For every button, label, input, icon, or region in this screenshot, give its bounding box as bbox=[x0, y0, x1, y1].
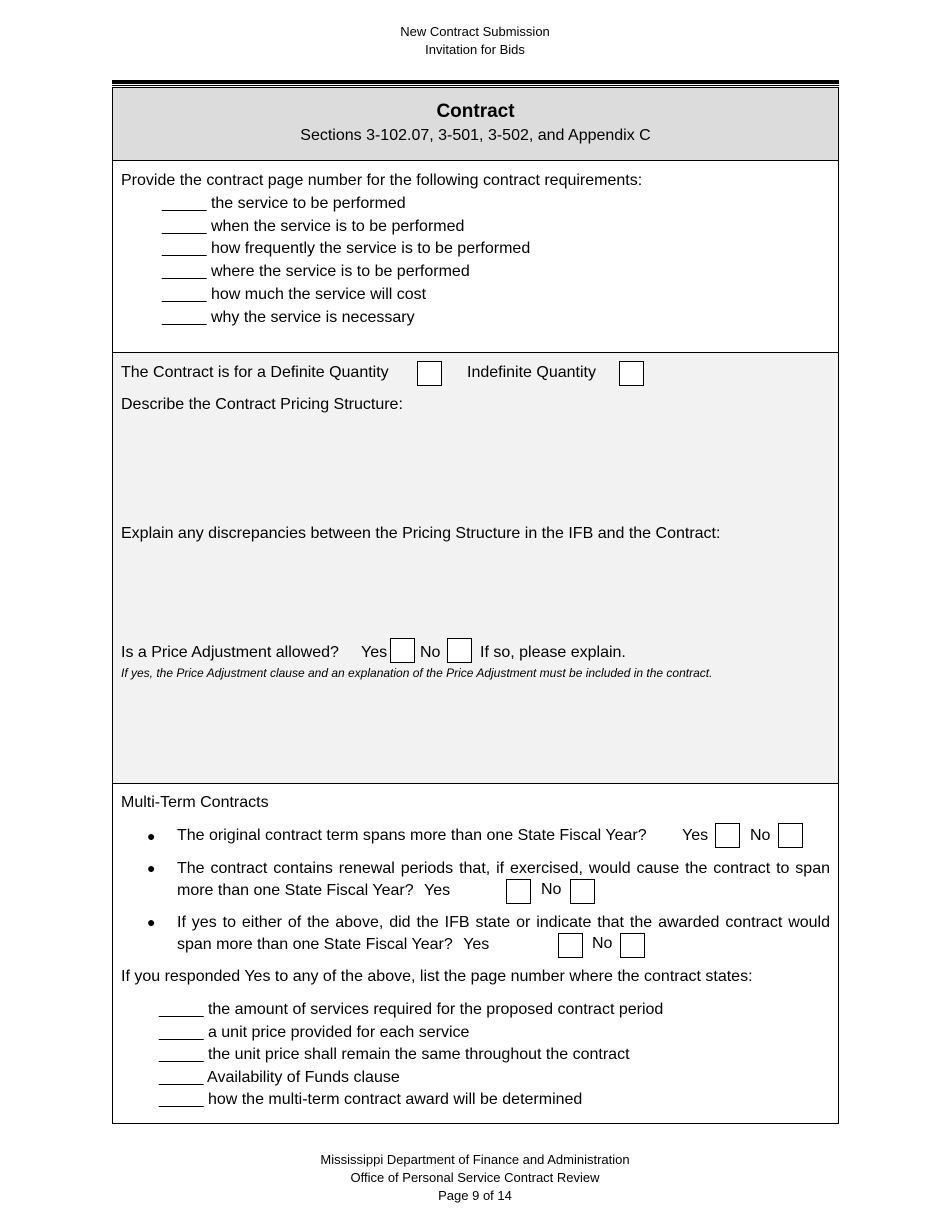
multi-term-list-intro: If you responded Yes to any of the above, list the page number where the contract states: bbox=[121, 968, 753, 985]
page-number: Page 9 of 14 bbox=[438, 1188, 512, 1203]
question-3-no-label: No bbox=[592, 935, 613, 952]
price-adjustment-explain-label: If so, please explain. bbox=[480, 644, 626, 661]
price-adjustment-note: If yes, the Price Adjustment clause and an explanation of the Price Adjustment must be included in the contract. bbox=[121, 666, 713, 680]
bullet-icon: ● bbox=[147, 828, 156, 844]
question-3-text: If yes to either of the above, did the IFB state or indicate that the awarded contract would span more than one State Fiscal Year? bbox=[177, 914, 830, 953]
definite-quantity-checkbox[interactable] bbox=[417, 361, 442, 386]
bullet-icon: ● bbox=[147, 860, 156, 876]
multi-term-section bbox=[113, 783, 838, 1123]
requirements-intro: Provide the contract page number for the following contract requirements: bbox=[121, 172, 643, 189]
contract-title-section bbox=[113, 88, 838, 160]
requirement-item: _____ when the service is to be performed bbox=[162, 217, 465, 235]
header-title: New Contract Submission bbox=[400, 24, 550, 39]
question-2-text: The contract contains renewal periods that, if exercised, would cause the contract to span more than one State Fiscal Year? bbox=[177, 860, 830, 899]
page-footer bbox=[0, 1151, 950, 1205]
price-adjustment-response-area[interactable] bbox=[121, 687, 830, 775]
header-subtitle: Invitation for Bids bbox=[425, 42, 525, 57]
question-3-yes-label: Yes bbox=[463, 936, 490, 953]
price-adjustment-no-checkbox[interactable] bbox=[447, 638, 472, 663]
question-1-yes-checkbox[interactable] bbox=[715, 823, 740, 848]
pricing-structure-response-area[interactable] bbox=[121, 419, 830, 519]
question-3-no-checkbox[interactable] bbox=[620, 933, 645, 958]
indefinite-quantity-checkbox[interactable] bbox=[619, 361, 644, 386]
contract-sections: Sections 3-102.07, 3-501, 3-502, and Appendix C bbox=[300, 127, 651, 144]
pricing-section bbox=[113, 352, 838, 783]
discrepancies-label: Explain any discrepancies between the Pricing Structure in the IFB and the Contract: bbox=[121, 525, 721, 542]
price-adjustment-yes-label: Yes bbox=[361, 644, 388, 661]
multi-term-heading: Multi-Term Contracts bbox=[121, 794, 269, 811]
price-adjustment-label: Is a Price Adjustment allowed? bbox=[121, 644, 339, 661]
discrepancies-response-area[interactable] bbox=[121, 549, 830, 633]
contract-title: Contract bbox=[436, 101, 515, 122]
price-adjustment-no-label: No bbox=[420, 644, 441, 661]
footer-department: Mississippi Department of Finance and Administration bbox=[320, 1152, 630, 1167]
list-item: _____ Availability of Funds clause bbox=[159, 1068, 400, 1086]
multi-term-list bbox=[159, 999, 663, 1112]
list-item: _____ the unit price shall remain the same throughout the contract bbox=[159, 1046, 630, 1064]
question-1-yes-label: Yes bbox=[682, 827, 709, 844]
header-rule-thin bbox=[112, 85, 839, 86]
requirement-item: _____ why the service is necessary bbox=[162, 308, 415, 326]
bullet-icon: ● bbox=[147, 914, 156, 930]
requirement-item: _____ how much the service will cost bbox=[162, 285, 427, 303]
multi-term-question-2 bbox=[177, 858, 830, 902]
pricing-structure-label: Describe the Contract Pricing Structure: bbox=[121, 396, 403, 413]
footer-office: Office of Personal Service Contract Review bbox=[350, 1170, 600, 1185]
question-2-yes-label: Yes bbox=[424, 882, 451, 899]
indefinite-quantity-label: Indefinite Quantity bbox=[467, 364, 596, 381]
requirement-item: _____ how frequently the service is to be performed bbox=[162, 240, 531, 258]
question-1-no-label: No bbox=[750, 827, 771, 844]
page-header bbox=[0, 23, 950, 59]
question-1-no-checkbox[interactable] bbox=[778, 823, 803, 848]
list-item: _____ a unit price provided for each service bbox=[159, 1023, 470, 1041]
list-item: _____ how the multi-term contract award will be determined bbox=[159, 1091, 583, 1109]
requirement-item: _____ the service to be performed bbox=[162, 194, 406, 212]
definite-quantity-label: The Contract is for a Definite Quantity bbox=[121, 364, 389, 381]
list-item: _____ the amount of services required for the proposed contract period bbox=[159, 1001, 664, 1018]
multi-term-question-1: The original contract term spans more than one State Fiscal Year? bbox=[177, 827, 647, 844]
question-2-no-label: No bbox=[541, 881, 562, 898]
contract-form bbox=[112, 87, 839, 1124]
question-3-yes-checkbox[interactable] bbox=[558, 933, 583, 958]
multi-term-question-3 bbox=[177, 912, 830, 956]
header-rule-thick bbox=[112, 80, 839, 84]
question-2-yes-checkbox[interactable] bbox=[506, 879, 531, 904]
requirements-section bbox=[113, 160, 838, 352]
requirement-item: _____ where the service is to be performed bbox=[162, 263, 470, 281]
price-adjustment-yes-checkbox[interactable] bbox=[390, 638, 415, 663]
question-2-no-checkbox[interactable] bbox=[570, 879, 595, 904]
